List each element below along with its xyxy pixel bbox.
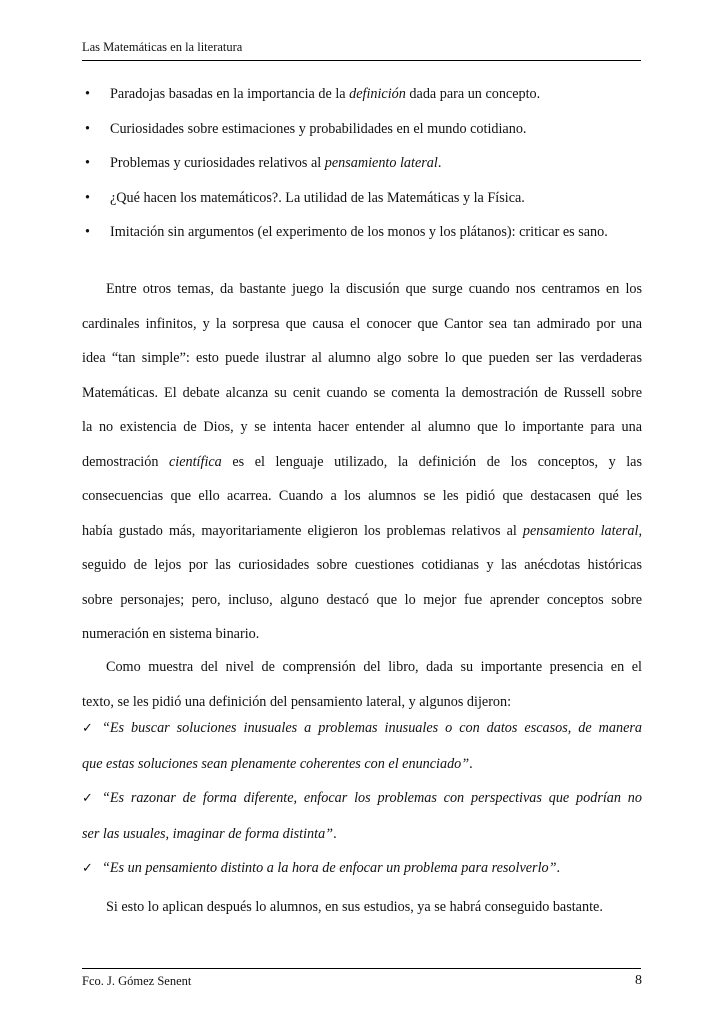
checkmark-icon: ✓ [82, 721, 93, 736]
bullet-dot-icon: • [85, 189, 90, 206]
checkmark-icon: ✓ [82, 791, 93, 806]
bullet-dot-icon: • [85, 120, 90, 137]
footer-divider [82, 968, 641, 969]
bullet-item: • Problemas y curiosidades relativos al pensamiento lateral. [85, 155, 442, 171]
topic-bullet-list [82, 84, 652, 257]
bullet-item: • Curiosidades sobre estimaciones y probabilidades en el mundo cotidiano. [85, 120, 527, 137]
footer-author: Fco. J. Gómez Senent [82, 974, 192, 988]
quote-item: ✓ “Es buscar soluciones inusuales a problemas inusuales o con datos escasos, de manera [82, 711, 642, 747]
paragraph-comprehension: Como muestra del nivel de comprensión del libro, dada su importante presencia en el texto, se les pidió una definición del pensamiento lateral, y algunos dijeron: [82, 659, 642, 710]
student-quotes: ✓ “Es buscar soluciones inusuales a problemas inusuales o con datos escasos, de manera que estas soluciones sean plenamente coherentes con el enunciado”. ✓ “Es razonar de forma diferente, enfocar los problemas con perspectivas que podrían no ser las usuales, imaginar de forma distinta”. ✓ “Es un pensamiento distinto a la hora de enfocar un problema para resolverlo”. [82, 711, 642, 887]
bullet-item: • ¿Qué hacen los matemáticos?. La utilidad de las Matemáticas y la Física. [85, 189, 525, 206]
bullet-item: • Imitación sin argumentos (el experimento de los monos y los plátanos): criticar es sano. [85, 224, 608, 240]
paragraph-discussion: Entre otros temas, da bastante juego la discusión que surge cuando nos centramos en los cardinales infinitos, y la sorpresa que causa el conocer que Cantor sea tan admirado por una idea “tan simple”: esto puede ilustrar al alumno algo sobre lo que pueden ser las verdaderas Matemáticas. El debate alcanza su cenit cuando se comenta la demostración de Russell sobre la no existencia de Dios, y se intenta hacer entender al alumno que lo importante para una demostración científica es el lenguaje utilizado, la definición de los conceptos, y las consecuencias que ello acarrea. Cuando a los alumnos se les pidió que destacasen qué les había gustado más, mayoritariamente eligieron los problemas relativos al pensamiento lateral, seguido de lejos por las curiosidades sobre cuestiones cotidianas y las anécdotas históricas sobre personajes; pero, incluso, alguno destacó que lo mejor fue aprender conceptos sobre numeración en sistema binario. [82, 281, 642, 642]
bullet-item: • Paradojas basadas en la importancia de la definición dada para un concepto. [85, 86, 541, 102]
page-number: 8 [635, 973, 642, 988]
bullet-dot-icon: • [85, 86, 90, 102]
bullet-dot-icon: • [85, 155, 90, 171]
header-divider [82, 60, 641, 61]
quote-item: ✓ “Es un pensamiento distinto a la hora de enfocar un problema para resolverlo”. [82, 851, 642, 887]
running-header: Las Matemáticas en la literatura [82, 40, 243, 54]
bullet-dot-icon: • [85, 224, 90, 240]
checkmark-icon: ✓ [82, 861, 93, 876]
quote-item: ✓ “Es razonar de forma diferente, enfocar los problemas con perspectivas que podrían no [82, 781, 642, 817]
closing-sentence: Si esto lo aplican después lo alumnos, en sus estudios, ya se habrá conseguido bastante. [106, 899, 603, 915]
